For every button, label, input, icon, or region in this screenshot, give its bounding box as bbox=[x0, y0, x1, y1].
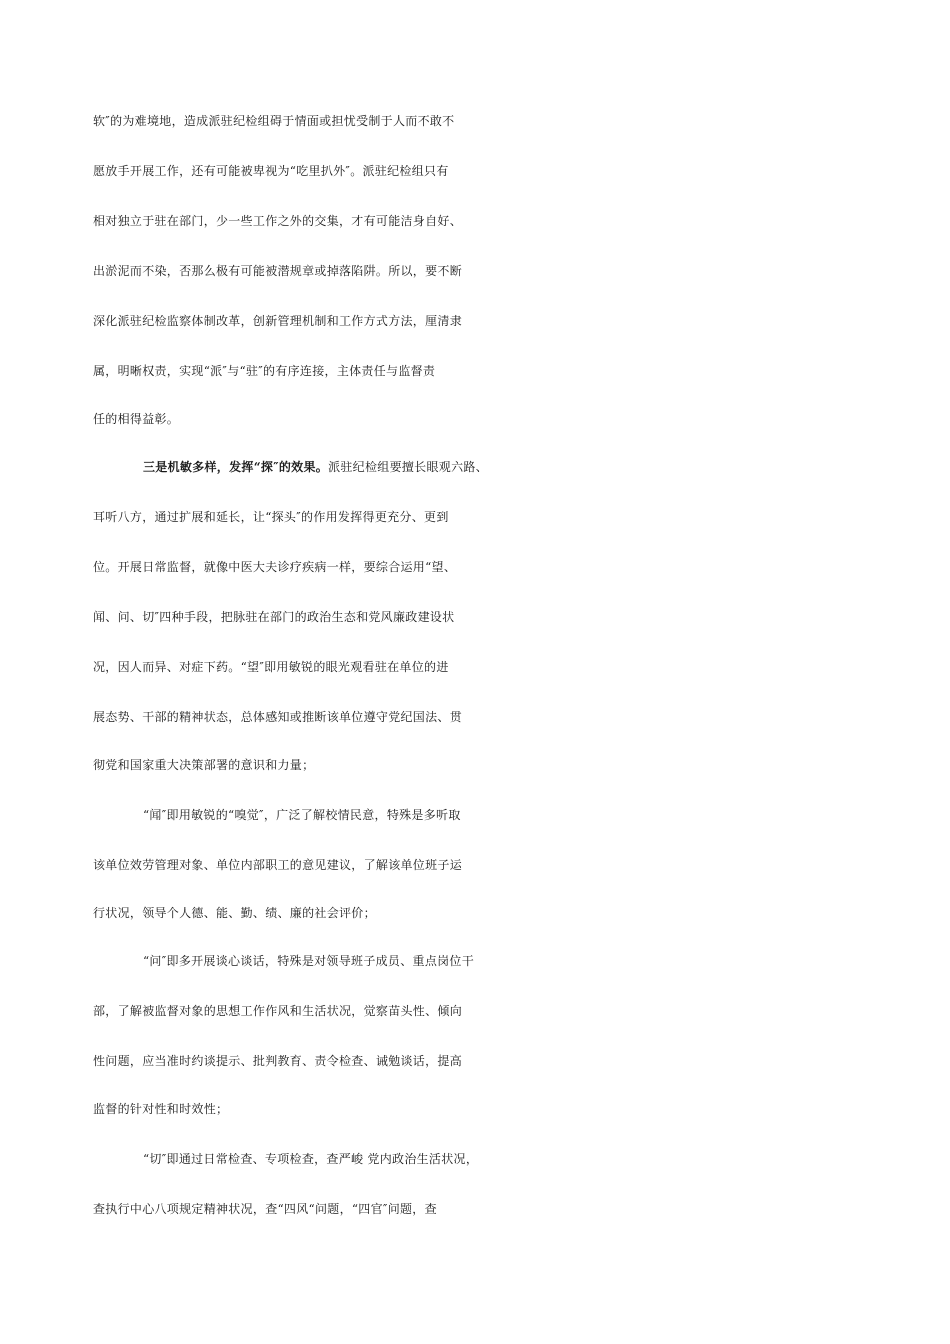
text-line-7: 任的相得益彰。 bbox=[93, 412, 180, 426]
text-line-19: 部，了解被监督对象的思想工作作风和生活状况，觉察苗头性、倾向 bbox=[93, 1004, 463, 1018]
text-line-22: “切″即通过日常检查、专项检查，查严峻 党内政治生活状况， bbox=[143, 1152, 479, 1166]
text-line-12: 况，因人而异、对症下药。“望″即用敏锐的眼光观看驻在单位的进 bbox=[93, 660, 449, 674]
text-line-3: 相对独立于驻在部门，少一些工作之外的交集，才有可能洁身自好、 bbox=[93, 214, 463, 228]
text-line-14: 彻党和国家重大决策部署的意识和力量； bbox=[93, 758, 315, 772]
text-line-2: 愿放手开展工作，还有可能被卑视为“吃里扒外″。派驻纪检组只有 bbox=[93, 164, 449, 178]
text-line-17: 行状况，领导个人德、能、勤、绩、廉的社会评价； bbox=[93, 906, 376, 920]
text-line-9: 耳听八方，通过扩展和延长，让“探头″的作用发挥得更充分、更到 bbox=[93, 510, 449, 524]
text-line-15: “闻″即用敏锐的“嗅觉″，广泛了解校情民意，特殊是多听取 bbox=[143, 808, 461, 822]
text-line-20: 性问题，应当准时约谈提示、批判教育、责令检查、诫勉谈话，提高 bbox=[93, 1054, 463, 1068]
text-line-8: 派驻纪检组要擅长眼观六路、 bbox=[328, 460, 488, 474]
text-line-4: 出淤泥而不染，否那么极有可能被潜规章或掉落陷阱。所以，要不断 bbox=[93, 264, 463, 278]
section-heading: 三是机敏多样，发挥“探″的效果。 bbox=[143, 460, 329, 474]
text-line-1: 软″的为难境地，造成派驻纪检组碍于情面或担忧受制于人而不敢不 bbox=[93, 114, 455, 128]
text-line-21: 监督的针对性和时效性； bbox=[93, 1102, 229, 1116]
text-line-16: 该单位效劳管理对象、单位内部职工的意见建议，了解该单位班子运 bbox=[93, 858, 463, 872]
paragraph-heading-line bbox=[143, 449, 950, 485]
text-line-23: 查执行中心八项规定精神状况，查“四风“问题，“四官″问题，查 bbox=[93, 1202, 437, 1216]
text-line-11: 闻、问、切″四种手段，把脉驻在部门的政治生态和党风廉政建设状 bbox=[93, 610, 455, 624]
text-line-18: “问″即多开展谈心谈话，特殊是对领导班子成员、重点岗位干 bbox=[143, 954, 475, 968]
text-line-10: 位。开展日常监督，就像中医大夫诊疗疾病一样，要综合运用“望、 bbox=[93, 560, 457, 574]
text-line-13: 展态势、干部的精神状态，总体感知或推断该单位遵守党纪国法、贯 bbox=[93, 710, 463, 724]
text-line-6: 属，明晰权责，实现“派″与“驻″的有序连接，主体责任与监督责 bbox=[93, 364, 436, 378]
text-line-5: 深化派驻纪检监察体制改革，创新管理机制和工作方式方法，厘清隶 bbox=[93, 314, 463, 328]
